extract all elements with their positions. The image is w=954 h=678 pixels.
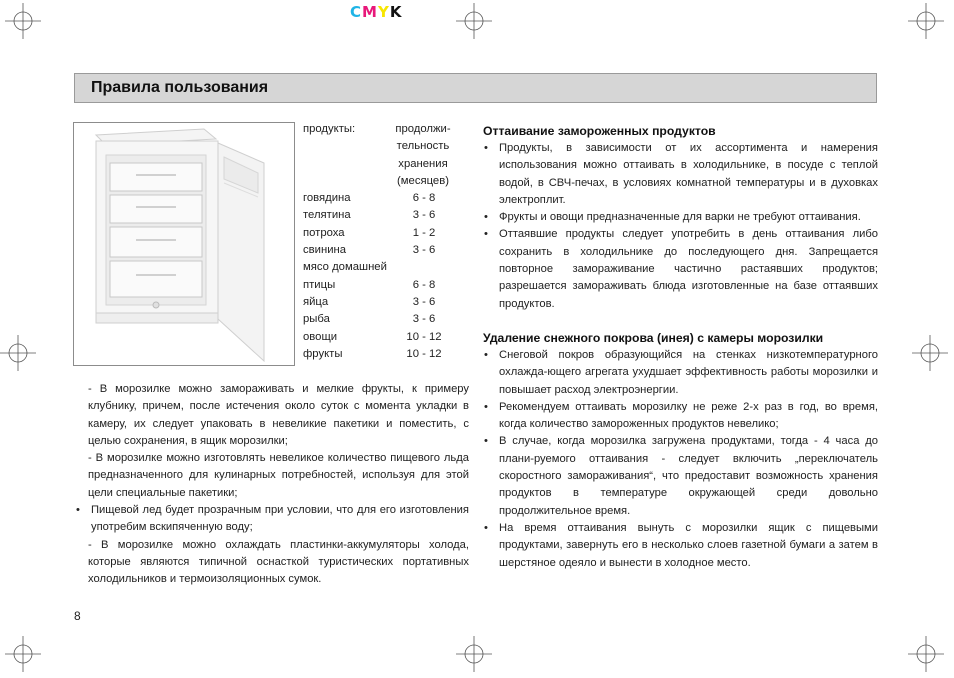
registration-mark-icon — [456, 3, 492, 39]
registration-mark-icon — [5, 636, 41, 672]
list-item: • Рекомендуем оттаивать морозилку не реже 2-х раз в год, во время, когда количество замороженных продуктов невелико; — [483, 399, 878, 434]
cmyk-letter-m: M — [362, 3, 378, 21]
storage-months: 6 - 8 — [412, 278, 436, 291]
list-item: • Снеговой покров образующийся на стенках низкотемпературного охлажда-ющего агрегата ухудшает эффективность работы морозилки и повышает расход электроэнергии. — [483, 347, 878, 399]
table-row — [303, 259, 458, 276]
list-item: • На время оттаивания вынуть с морозилки ящик с пищевыми продуктами, завернуть его в несколько слоев газетной бумаги а затем в шерстяное одеяло и вынести в холодное место. — [483, 520, 878, 572]
ice-making-paragraph: - В морозилке можно изготовлять невеликое количество пищевого льда предназначенного для кулинарных потребностей, используя для этой цели специальные пакетики; — [88, 452, 469, 499]
storage-months: 1 - 2 — [412, 226, 436, 239]
storage-months — [390, 259, 458, 276]
left-text-column — [88, 381, 469, 589]
duration-header-line: продолжи- — [395, 123, 451, 135]
product-name: яйца — [303, 295, 329, 308]
registration-mark-icon — [908, 636, 944, 672]
duration-header-line: (месяцев) — [397, 174, 449, 187]
table-row — [303, 346, 458, 363]
registration-mark-icon — [456, 636, 492, 672]
table-row — [303, 225, 458, 242]
right-text-column — [483, 122, 878, 572]
table-header-row — [303, 121, 458, 138]
list-item: • Продукты, в зависимости от их ассортимента и намерения использования можно оттаивать в холодильнике, в посуде с теплой водой, в СВЧ-печах, в условиях комнатной температуры и в духовках электроплит. — [483, 140, 878, 209]
storage-months: 10 - 12 — [406, 347, 442, 360]
table-row — [303, 311, 458, 328]
table-row — [303, 207, 458, 224]
registration-mark-icon — [908, 3, 944, 39]
product-name: телятина — [303, 209, 351, 222]
product-name: рыба — [303, 313, 330, 326]
duration-header-line: тельность — [396, 140, 450, 153]
registration-mark-icon — [5, 3, 41, 39]
cold-packs-paragraph: - В морозилке можно охлаждать пластинки-аккумуляторы холода, которые являются типичной оснасткой туристических портативных холодильников и термоизоляционных сумок. — [88, 538, 469, 586]
storage-months: 10 - 12 — [406, 330, 442, 343]
product-name: овощи — [303, 330, 338, 343]
freezer-drawing-icon — [74, 123, 294, 365]
product-name: говядина — [303, 192, 351, 205]
defrosting-food-heading: Оттаивание замороженных продуктов — [483, 124, 716, 138]
duration-column-header — [388, 121, 458, 138]
clear-ice-bullet: • Пищевой лед будет прозрачным при условии, что для его изготовления употребим вскипяченную воду; — [75, 502, 469, 537]
table-header-row — [303, 138, 458, 155]
storage-months: 3 - 6 — [412, 244, 436, 257]
page-title: Правила пользования — [91, 79, 269, 96]
section-header-bar — [74, 73, 877, 103]
product-name: потроха — [303, 226, 345, 239]
storage-months: 6 - 8 — [412, 192, 436, 205]
table-row — [303, 277, 458, 294]
cmyk-letter-y: Y — [377, 3, 390, 21]
product-name: свинина — [303, 244, 347, 257]
cmyk-print-mark — [350, 3, 402, 21]
product-name: фрукты — [303, 347, 343, 360]
registration-mark-icon — [0, 335, 36, 371]
table-header-row — [303, 156, 458, 173]
list-item: • Фрукты и овощи предназначенные для варки не требуют оттаивания. — [483, 209, 878, 226]
storage-months: 3 - 6 — [412, 295, 436, 308]
page-number: 8 — [74, 609, 81, 623]
table-row — [303, 294, 458, 311]
storage-months: 3 - 6 — [412, 313, 436, 326]
freezing-fruit-paragraph: - В морозилке можно замораживать и мелкие фрукты, к примеру клубнику, причем, после истечения около суток с момента укладки в камеру, их следует упаковать в невеликие пакетики и поместить, с целью сохранения, в ящик морозилки; — [88, 383, 469, 447]
table-row — [303, 242, 458, 259]
products-column-header: продукты: — [303, 123, 356, 135]
frost-removal-heading: Удаление снежного покрова (инея) с камеры морозилки — [483, 330, 824, 345]
list-item: • В случае, когда морозилка загружена продуктами, тогда - 4 часа до плани-руемого оттаивания - следует включить „переключатель скоростного замораживания“, что предоставит возможность хранения продуктов в температуре окружающей среди довольно продолжительное время. — [483, 433, 878, 519]
freezer-illustration — [73, 122, 295, 366]
storage-duration-table — [303, 121, 458, 363]
table-row — [303, 329, 458, 346]
product-name: птицы — [303, 278, 336, 291]
storage-months: 3 - 6 — [412, 209, 436, 222]
product-name: мясо домашней — [303, 261, 387, 274]
cmyk-letter-k: K — [389, 3, 403, 21]
list-item: • Оттаявшие продукты следует употребить в день оттаивания либо сохранить в холодильнике до последующего дня. Запрещается повторное замораживание частично растаявших продуктов; разрешается замораживать блюда изготовленные на базе оттаявших продуктов. — [483, 226, 878, 312]
table-row — [303, 190, 458, 207]
registration-mark-icon — [912, 335, 948, 371]
duration-header-line: хранения — [398, 157, 448, 170]
cmyk-letter-c: C — [350, 3, 363, 21]
table-header-row — [303, 173, 458, 190]
